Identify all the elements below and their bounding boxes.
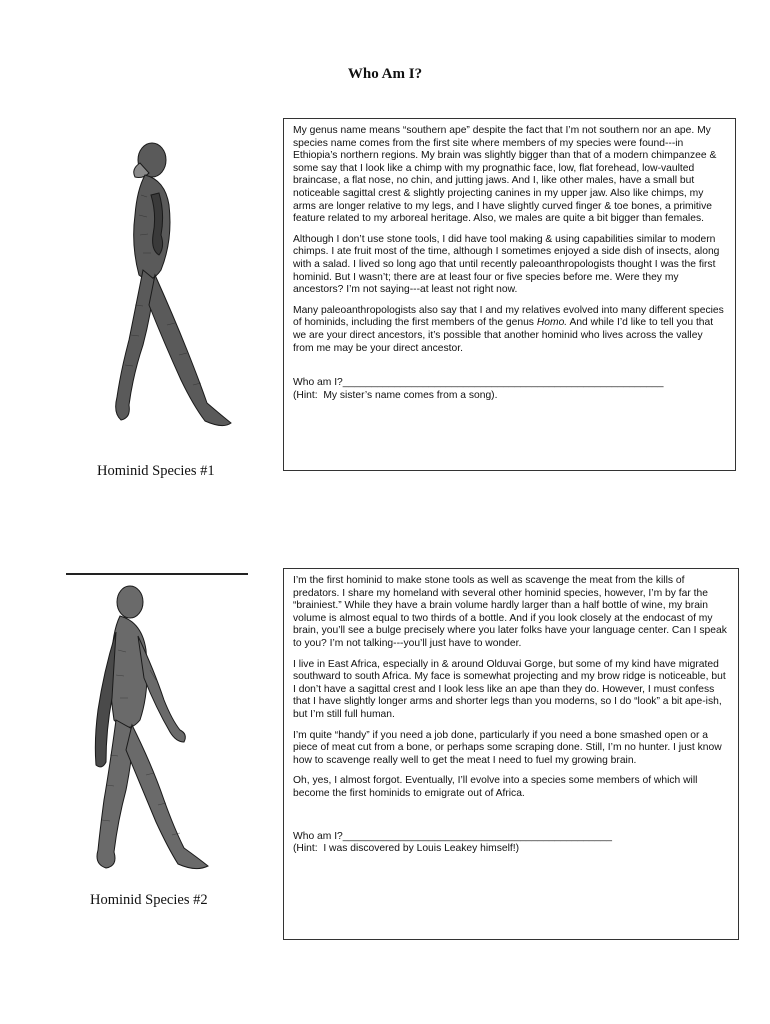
- species-2-text-box: [283, 568, 739, 940]
- species-1-paragraph: [293, 305, 726, 355]
- hominid-1-caption: Hominid Species #1: [97, 463, 215, 479]
- paragraph-text: And while I’d like to tell you that we are your direct ancestors, it’s possible that another hominid who lives across the valley from me may be your direct ancestor.: [293, 317, 714, 354]
- page-title: Who Am I?: [347, 66, 423, 82]
- species-1-text-box: [283, 118, 736, 471]
- species-2-paragraph: Oh, yes, I almost forgot. Eventually, I’ll evolve into a species some members of which will become the first hominids to emigrate out of Africa.: [293, 775, 698, 799]
- hint-1: (Hint: My sister’s name comes from a song).: [293, 389, 498, 401]
- species-1-paragraph: Although I don’t use stone tools, I did have tool making & using capabilities similar to modern chimps. I ate fruit most of the time, although I sometimes enjoyed a side dish of insects, along with a salad. I lived so long ago that until recently paleoanthropologists thought I was the first hominid. But I wasn’t; there are at least four or five species before me. Were they my ancestors? I’m not saying---at least not right now.: [293, 233, 720, 296]
- species-1-paragraph: My genus name means “southern ape” despite the fact that I’m not southern nor an ape. My species name comes from the first site where members of my species were found---in Ethiopia’s northern regions. My brain was slightly bigger than that of a modern chimpanzee & some say that I look like a chimp with my prognathic face, low, flat forehead, low-vaulted braincase, a flat nose, no chin, and jutting jaws. And I, like other males, have a small but noticeable sagittal crest & slightly projecting canines in my upper jaw. Also like chimps, my arms are longer relative to my legs, and I have slightly curved finger & toe bones, a primitive feature related to my arboreal heritage. Also, we males are quite a bit bigger than females.: [293, 125, 717, 225]
- genus-italic: Homo.: [536, 317, 568, 329]
- answer-blank-2[interactable]: Who am I?_______________________________________________: [293, 830, 612, 842]
- species-2-paragraph: I’m the first hominid to make stone tools as well as scavenge the meat from the kills of predators. I share my homeland with several other hominid species, however, I’m by far the “brainiest.” While they have a brain volume hardly larger than a half bottle of wine, my brain volume is almost equal to two thirds of a bottle. And if you look closely at the endocast of my brain, you’ll see a bulge precisely where you later folks have your language center. Can I speak to you? I’m not talking---you’ll just have to wonder.: [293, 575, 727, 649]
- answer-blank-1[interactable]: Who am I?________________________________________________________: [293, 377, 664, 389]
- hint-2: (Hint: I was discovered by Louis Leakey himself!): [293, 843, 520, 855]
- paragraph-text: Many paleoanthropologists also say that I and my relatives evolved into many different species of hominids, including the first members of the genus: [293, 304, 724, 329]
- divider-line: [66, 573, 248, 575]
- hominid-1-illustration: [95, 135, 240, 435]
- hominid-2-caption: Hominid Species #2: [90, 892, 208, 908]
- species-2-paragraph: I’m quite “handy” if you need a job done, particularly if you need a bone smashed open or a piece of meat cut from a bone, or perhaps some scraping done. Still, I’m no hunter. I just know how to scavenge really well to get the meat I need to fuel my growing brain.: [293, 729, 722, 766]
- hominid-2-illustration: [80, 580, 230, 872]
- species-2-paragraph: I live in East Africa, especially in & around Olduvai Gorge, but some of my kind have migrated southward to south Africa. My face is somewhat projecting and my brow ridge is noticeable, but I don’t have a sagittal crest and I look less like an ape than they do. However, I must confess that I have slightly longer arms and shorter legs than you moderns, so I do “look” a bit ape-ish, but I’m still full human.: [293, 658, 726, 720]
